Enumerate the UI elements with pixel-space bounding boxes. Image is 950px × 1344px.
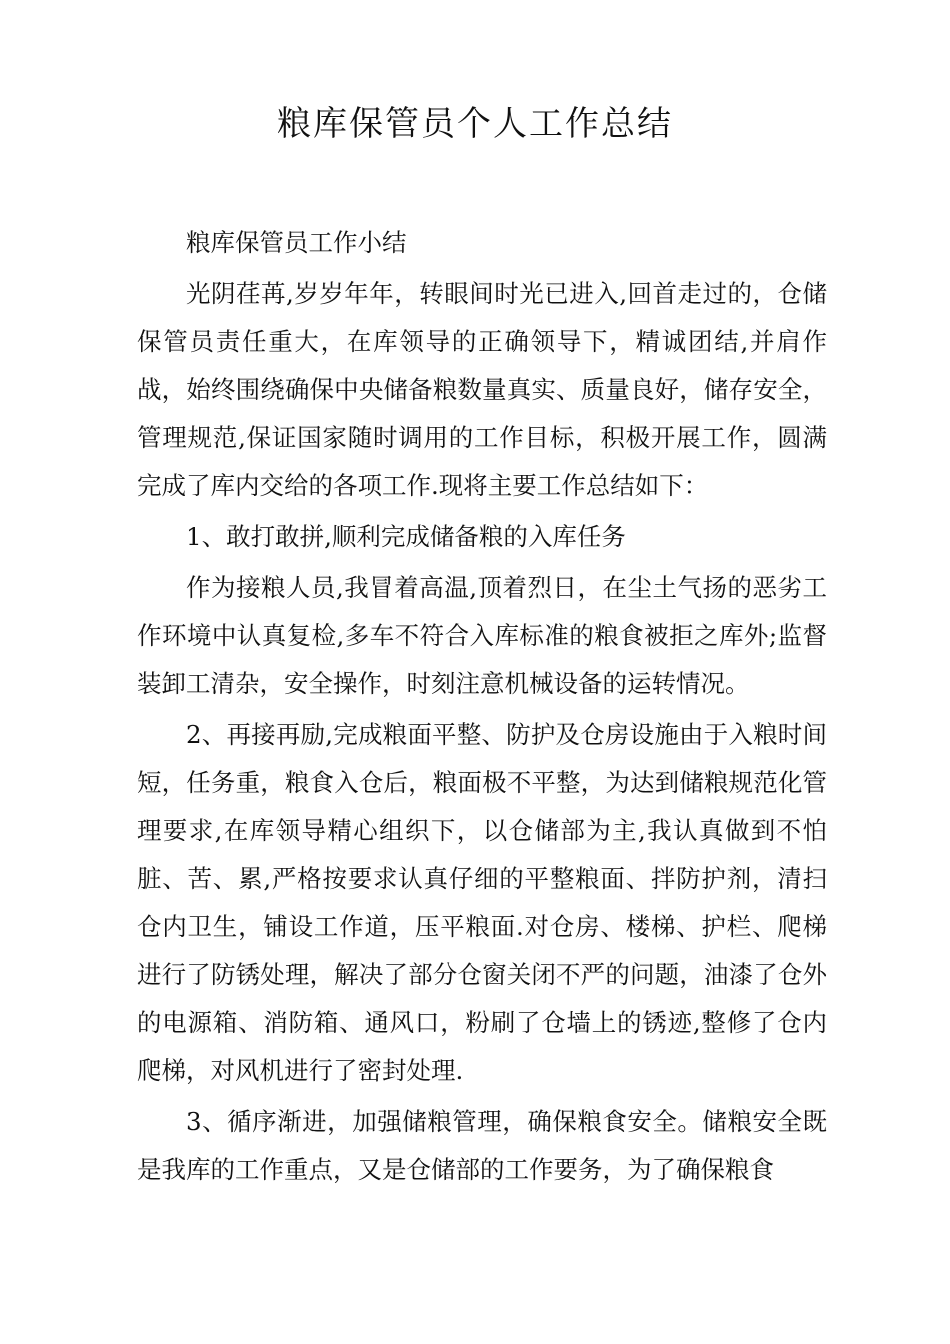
paragraph-subtitle: 粮库保管员工作小结 (186, 228, 407, 257)
paragraph-intro: 光阴荏苒,岁岁年年，转眼间时光已进入,回首走过的，仓储保管员责任重大，在库领导的正确领导下，精诚团结,并肩作战，始终围绕确保中央储备粮数量真实、质量良好，储存安全，管理规范,保证国家随时调用的工作目标，积极开展工作，圆满完成了库内交给的各项工作.现将主要工作总结如下： (137, 279, 827, 500)
paragraph-section-1: 作为接粮人员,我冒着高温,顶着烈日，在尘土气扬的恶劣工作环境中认真复检,多车不符合入库标准的粮食被拒之库外;监督装卸工清杂，安全操作，时刻注意机械设备的运转情况。 (137, 573, 827, 698)
document-body (137, 219, 827, 1194)
paragraph-section-3: 3、循序渐进，加强储粮管理，确保粮食安全。储粮安全既是我库的工作重点，又是仓储部的工作要务，为了确保粮食 (137, 1107, 827, 1184)
paragraph-section-2: 2、再接再励,完成粮面平整、防护及仓房设施由于入粮时间短，任务重，粮食入仓后，粮面极不平整，为达到储粮规范化管理要求,在库领导精心组织下，以仓储部为主,我认真做到不怕脏、苦、累,严格按要求认真仔细的平整粮面、拌防护剂，清扫仓内卫生，铺设工作道，压平粮面.对仓房、楼梯、护栏、爬梯进行了防锈处理，解决了部分仓窗关闭不严的问题，油漆了仓外的电源箱、消防箱、通风口，粉刷了仓墙上的锈迹,整修了仓内爬梯，对风机进行了密封处理. (137, 720, 827, 1085)
document-title: 粮库保管员个人工作总结 (277, 104, 673, 144)
paragraph-heading-1: 1、敢打敢拼,顺利完成储备粮的入库任务 (186, 522, 626, 551)
